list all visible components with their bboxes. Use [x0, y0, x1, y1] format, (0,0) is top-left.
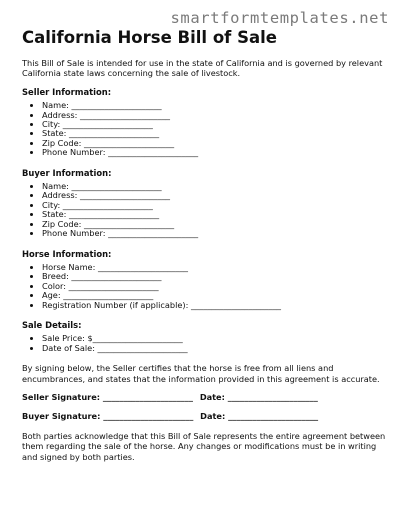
sale-price-field: • Sale Price: $______________________ — [42, 334, 387, 343]
horse-age-field: • Age: ______________________ — [42, 291, 387, 300]
seller-zip-field: • Zip Code: ______________________ — [42, 139, 387, 148]
buyer-signature-date: Date: ______________________ — [200, 411, 319, 422]
seller-state-field: • State: ______________________ — [42, 129, 387, 138]
seller-city-field: • City: ______________________ — [42, 120, 387, 129]
buyer-list — [22, 182, 387, 238]
buyer-phone-field: • Phone Number: ______________________ — [42, 229, 387, 238]
horse-registration-field: • Registration Number (if applicable): ______________________ — [42, 301, 387, 310]
seller-signature-line — [22, 392, 387, 402]
horse-heading: Horse Information: — [22, 248, 112, 259]
seller-heading: Seller Information: — [22, 86, 112, 97]
sale-date-field: • Date of Sale: ______________________ — [42, 344, 387, 353]
document-body — [22, 58, 387, 470]
seller-address-field: • Address: ______________________ — [42, 111, 387, 120]
buyer-heading: Buyer Information: — [22, 167, 112, 178]
buyer-state-field: • State: ______________________ — [42, 210, 387, 219]
sale-list — [22, 334, 387, 353]
buyer-signature-line — [22, 411, 387, 421]
buyer-name-field: • Name: ______________________ — [42, 182, 387, 191]
horse-name-field: • Horse Name: ______________________ — [42, 263, 387, 272]
seller-signature-date: Date: ______________________ — [199, 391, 318, 402]
closing-paragraph: Both parties acknowledge that this Bill of Sale represents the entire agreement between them regarding the sale of the horse. Any changes or modifications must be in writing and signed by both parties. — [22, 430, 386, 462]
horse-list — [22, 263, 387, 310]
seller-phone-field: • Phone Number: ______________________ — [42, 148, 387, 157]
buyer-city-field: • City: ______________________ — [42, 201, 387, 210]
seller-name-field: • Name: ______________________ — [42, 101, 387, 110]
horse-color-field: • Color: ______________________ — [42, 282, 387, 291]
certification-paragraph: By signing below, the Seller certifies that the horse is free from all liens and encumbrances, and states that the information provided in this agreement is accurate. — [22, 363, 380, 384]
sale-heading: Sale Details: — [22, 319, 82, 330]
horse-breed-field: • Breed: ______________________ — [42, 272, 387, 281]
document-title: California Horse Bill of Sale — [22, 28, 277, 47]
buyer-signature-label: Buyer Signature: ______________________ — [22, 411, 194, 422]
watermark-text: smartformtemplates.net — [170, 9, 389, 27]
seller-list — [22, 101, 387, 157]
buyer-zip-field: • Zip Code: ______________________ — [42, 220, 387, 229]
buyer-address-field: • Address: ______________________ — [42, 191, 387, 200]
seller-signature-label: Seller Signature: ______________________ — [22, 391, 193, 402]
intro-paragraph: This Bill of Sale is intended for use in the state of California and is governed by relevant California state laws concerning the sale of livestock. — [22, 58, 383, 79]
